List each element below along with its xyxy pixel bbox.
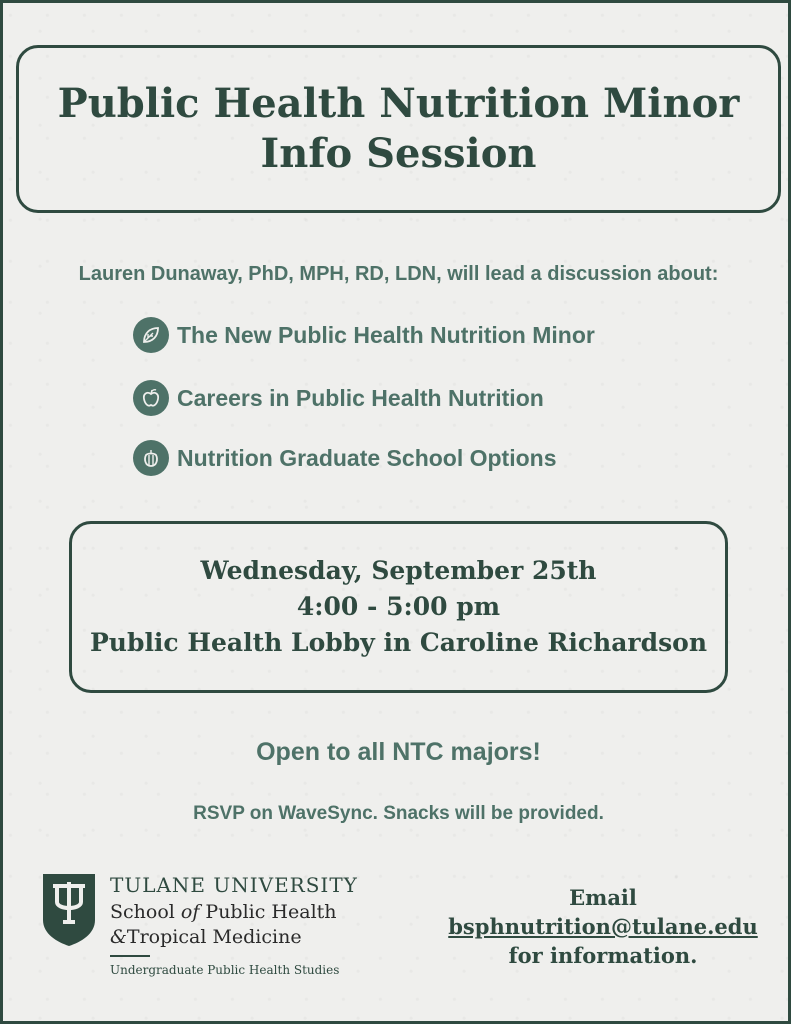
pepper-icon (133, 440, 169, 476)
school-name: School of Public Health &Tropical Medicine (110, 901, 337, 948)
apple-icon (133, 380, 169, 416)
page-title-line-1: Public Health Nutrition Minor (57, 80, 740, 127)
page-title-line-2: Info Session (260, 130, 537, 177)
contact-email-link[interactable]: bsphnutrition@tulane.edu (448, 914, 758, 939)
event-time: 4:00 - 5:00 pm (296, 592, 501, 621)
tulane-shield-logo (43, 874, 95, 946)
contact-info (443, 883, 763, 970)
university-name: TULANE UNIVERSITY (110, 873, 358, 897)
contact-suffix: for information. (508, 943, 698, 968)
leaf-icon (133, 317, 169, 353)
logo-divider (110, 955, 150, 957)
topic-label: Careers in Public Health Nutrition (177, 384, 544, 411)
event-details-box (69, 521, 728, 693)
topic-item-minor (133, 316, 595, 354)
contact-label: Email (569, 885, 637, 910)
program-name: Undergraduate Public Health Studies (110, 963, 340, 977)
event-date: Wednesday, September 25th (200, 556, 597, 585)
topic-label: The New Public Health Nutrition Minor (177, 321, 595, 348)
intro-text: Lauren Dunaway, PhD, MPH, RD, LDN, will lead a discussion about: (78, 263, 719, 285)
title-box (16, 45, 781, 213)
topic-item-grad-school (133, 439, 557, 477)
event-location: Public Health Lobby in Caroline Richardson (89, 628, 708, 657)
rsvp-note: RSVP on WaveSync. Snacks will be provided. (193, 803, 604, 824)
open-to-majors-note: Open to all NTC majors! (256, 738, 541, 766)
topic-item-careers (133, 379, 544, 417)
topic-label: Nutrition Graduate School Options (177, 444, 557, 471)
